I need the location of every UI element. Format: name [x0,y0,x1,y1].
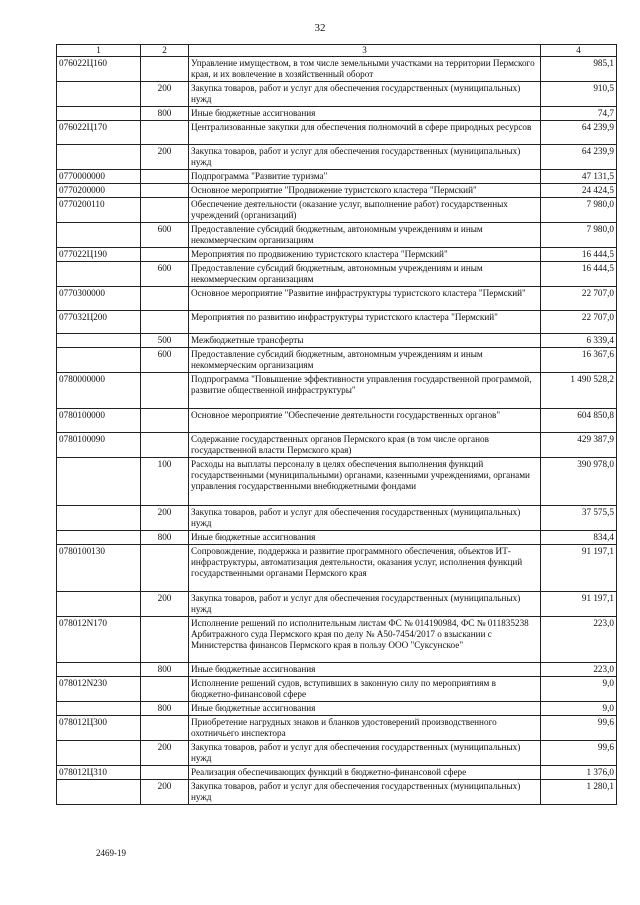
cell-target-code [57,506,141,531]
cell-target-code [57,107,141,121]
cell-description: Расходы на выплаты персоналу в целях обеспечения выполнения функций государственными (муниципальными) органами, казенными учреждениями, органами управления государственными внебюджетными фондами [189,458,541,506]
cell-expense-type [141,170,189,184]
cell-target-code [57,458,141,506]
cell-description: Централизованные закупки для обеспечения полномочий в сфере природных ресурсов [189,121,541,145]
table-row [57,121,617,145]
cell-description: Мероприятия по развитию инфраструктуры туристского кластера "Пермский" [189,311,541,334]
cell-target-code: 0780100090 [57,433,141,458]
cell-amount: 22 707,0 [541,311,617,334]
cell-target-code: 077022Ц190 [57,248,141,262]
cell-expense-type [141,716,189,741]
footer-code: 2469-19 [96,848,126,858]
cell-target-code: 076022Ц160 [57,57,141,82]
table-row [57,545,617,592]
cell-target-code [57,334,141,348]
cell-amount: 223,0 [541,663,617,677]
table-row [57,531,617,545]
cell-description: Межбюджетные трансферты [189,334,541,348]
table-row [57,184,617,198]
cell-description: Содержание государственных органов Пермского края (в том числе органов государственной власти Пермского края) [189,433,541,458]
cell-expense-type: 200 [141,592,189,617]
cell-target-code [57,663,141,677]
table-row [57,617,617,663]
cell-amount: 22 707,0 [541,287,617,311]
cell-description: Иные бюджетные ассигнования [189,702,541,716]
cell-expense-type [141,57,189,82]
cell-amount: 223,0 [541,617,617,663]
header-col-3: 3 [189,45,541,57]
table-row [57,677,617,702]
cell-expense-type [141,545,189,592]
cell-description: Закупка товаров, работ и услуг для обеспечения государственных (муниципальных) нужд [189,82,541,107]
cell-description: Иные бюджетные ассигнования [189,107,541,121]
table-row [57,433,617,458]
cell-description: Предоставление субсидий бюджетным, автономным учреждениям и иным некоммерческим организациям [189,348,541,373]
table-row [57,82,617,107]
cell-expense-type: 600 [141,348,189,373]
cell-description: Основное мероприятие "Обеспечение деятельности государственных органов" [189,409,541,433]
cell-description: Исполнение решений судов, вступивших в законную силу по мероприятиям в бюджетно-финансовой сфере [189,677,541,702]
cell-amount: 1 376,0 [541,766,617,780]
cell-amount: 91 197,1 [541,592,617,617]
cell-expense-type [141,287,189,311]
cell-target-code: 0770200110 [57,198,141,223]
cell-amount: 99,6 [541,716,617,741]
cell-description: Предоставление субсидий бюджетным, автономным учреждениям и иным некоммерческим организациям [189,262,541,287]
table-row [57,506,617,531]
table-row [57,741,617,766]
cell-target-code: 0770200000 [57,184,141,198]
cell-amount: 91 197,1 [541,545,617,592]
cell-target-code: 0770000000 [57,170,141,184]
cell-expense-type: 800 [141,702,189,716]
cell-amount: 7 980,0 [541,223,617,248]
cell-expense-type: 800 [141,663,189,677]
cell-expense-type [141,184,189,198]
table-row [57,409,617,433]
cell-amount: 37 575,5 [541,506,617,531]
cell-target-code [57,702,141,716]
cell-description: Исполнение решений по исполнительным листам ФС № 014190984, ФС № 011835238 Арбитражного суда Пермского края по делу № А50-7454/2017 о взыскании с Министерства финансов Пермского края в пользу ООО "Суксунское" [189,617,541,663]
table-row [57,107,617,121]
table-row [57,287,617,311]
cell-target-code: 0770300000 [57,287,141,311]
table-row [57,248,617,262]
cell-target-code: 0780100130 [57,545,141,592]
cell-amount: 6 339,4 [541,334,617,348]
cell-amount: 9,0 [541,677,617,702]
cell-amount: 910,5 [541,82,617,107]
cell-amount: 9,0 [541,702,617,716]
cell-target-code: 0780100000 [57,409,141,433]
table-row [57,223,617,248]
table-row [57,57,617,82]
page-number: 32 [314,22,326,34]
table-row [57,458,617,506]
cell-amount: 47 131,5 [541,170,617,184]
table-row [57,766,617,780]
cell-expense-type: 200 [141,506,189,531]
cell-target-code [57,741,141,766]
cell-expense-type: 200 [141,82,189,107]
cell-target-code [57,592,141,617]
cell-description: Закупка товаров, работ и услуг для обеспечения государственных (муниципальных) нужд [189,741,541,766]
cell-description: Подпрограмма "Развитие туризма" [189,170,541,184]
table-row [57,334,617,348]
cell-target-code [57,262,141,287]
table-row [57,373,617,409]
cell-amount: 429 387,9 [541,433,617,458]
table-body [57,57,617,805]
cell-target-code [57,82,141,107]
cell-expense-type [141,311,189,334]
cell-expense-type [141,121,189,145]
cell-expense-type [141,409,189,433]
table-row [57,702,617,716]
cell-expense-type: 600 [141,262,189,287]
cell-expense-type [141,433,189,458]
cell-description: Мероприятия по продвижению туристского кластера "Пермский" [189,248,541,262]
cell-target-code: 077032Ц200 [57,311,141,334]
cell-description: Обеспечение деятельности (оказание услуг, выполнение работ) государственных учреждений (организаций) [189,198,541,223]
cell-description: Закупка товаров, работ и услуг для обеспечения государственных (муниципальных) нужд [189,780,541,805]
cell-amount: 7 980,0 [541,198,617,223]
cell-description: Основное мероприятие "Продвижение туристского кластера "Пермский" [189,184,541,198]
cell-expense-type [141,677,189,702]
cell-expense-type: 200 [141,780,189,805]
table-row [57,592,617,617]
cell-expense-type: 600 [141,223,189,248]
cell-expense-type [141,766,189,780]
table-row [57,716,617,741]
table-row [57,262,617,287]
table-row [57,663,617,677]
cell-amount: 985,1 [541,57,617,82]
table-row [57,780,617,805]
cell-expense-type [141,373,189,409]
cell-target-code: 078012Ц310 [57,766,141,780]
cell-description: Основное мероприятие "Развитие инфраструктуры туристского кластера "Пермский" [189,287,541,311]
cell-expense-type: 500 [141,334,189,348]
cell-amount: 390 978,0 [541,458,617,506]
cell-amount: 16 444,5 [541,262,617,287]
cell-amount: 16 444,5 [541,248,617,262]
cell-target-code [57,780,141,805]
cell-amount: 604 850,8 [541,409,617,433]
cell-expense-type [141,617,189,663]
cell-description: Приобретение нагрудных знаков и бланков удостоверений производственного охотничьего инспектора [189,716,541,741]
table-header-row [57,45,617,57]
cell-amount: 1 280,1 [541,780,617,805]
cell-amount: 99,6 [541,741,617,766]
cell-amount: 16 367,6 [541,348,617,373]
cell-description: Подпрограмма "Повышение эффективности управления государственной программой, развитие общественной инфраструктуры" [189,373,541,409]
cell-description: Закупка товаров, работ и услуг для обеспечения государственных (муниципальных) нужд [189,506,541,531]
table-row [57,348,617,373]
cell-description: Реализация обеспечивающих функций в бюджетно-финансовой сфере [189,766,541,780]
cell-description: Предоставление субсидий бюджетным, автономным учреждениям и иным некоммерческим организациям [189,223,541,248]
cell-expense-type: 200 [141,145,189,170]
cell-target-code [57,223,141,248]
table-row [57,170,617,184]
cell-target-code: 078012N170 [57,617,141,663]
header-col-2: 2 [141,45,189,57]
cell-expense-type: 200 [141,741,189,766]
cell-description: Иные бюджетные ассигнования [189,531,541,545]
table-row [57,145,617,170]
cell-description: Закупка товаров, работ и услуг для обеспечения государственных (муниципальных) нужд [189,592,541,617]
cell-expense-type [141,198,189,223]
cell-expense-type: 800 [141,531,189,545]
cell-description: Иные бюджетные ассигнования [189,663,541,677]
cell-target-code: 076022Ц170 [57,121,141,145]
budget-table [56,44,617,805]
cell-description: Управление имуществом, в том числе земельными участками на территории Пермского края, и их вовлечение в хозяйственный оборот [189,57,541,82]
cell-amount: 24 424,5 [541,184,617,198]
cell-amount: 64 239,9 [541,121,617,145]
table-row [57,311,617,334]
cell-amount: 64 239,9 [541,145,617,170]
cell-amount: 74,7 [541,107,617,121]
cell-target-code [57,531,141,545]
cell-target-code [57,145,141,170]
cell-description: Закупка товаров, работ и услуг для обеспечения государственных (муниципальных) нужд [189,145,541,170]
cell-target-code: 078012Ц300 [57,716,141,741]
cell-expense-type [141,248,189,262]
table-row [57,198,617,223]
header-col-4: 4 [541,45,617,57]
cell-target-code: 078012N230 [57,677,141,702]
cell-expense-type: 800 [141,107,189,121]
cell-target-code [57,348,141,373]
cell-amount: 834,4 [541,531,617,545]
cell-amount: 1 490 528,2 [541,373,617,409]
header-col-1: 1 [57,45,141,57]
cell-target-code: 0780000000 [57,373,141,409]
cell-expense-type: 100 [141,458,189,506]
cell-description: Сопровождение, поддержка и развитие программного обеспечения, объектов ИТ-инфраструктуры, автоматизация деятельности, оказания услуг, исполнения функций государственными органами Пермского края [189,545,541,592]
